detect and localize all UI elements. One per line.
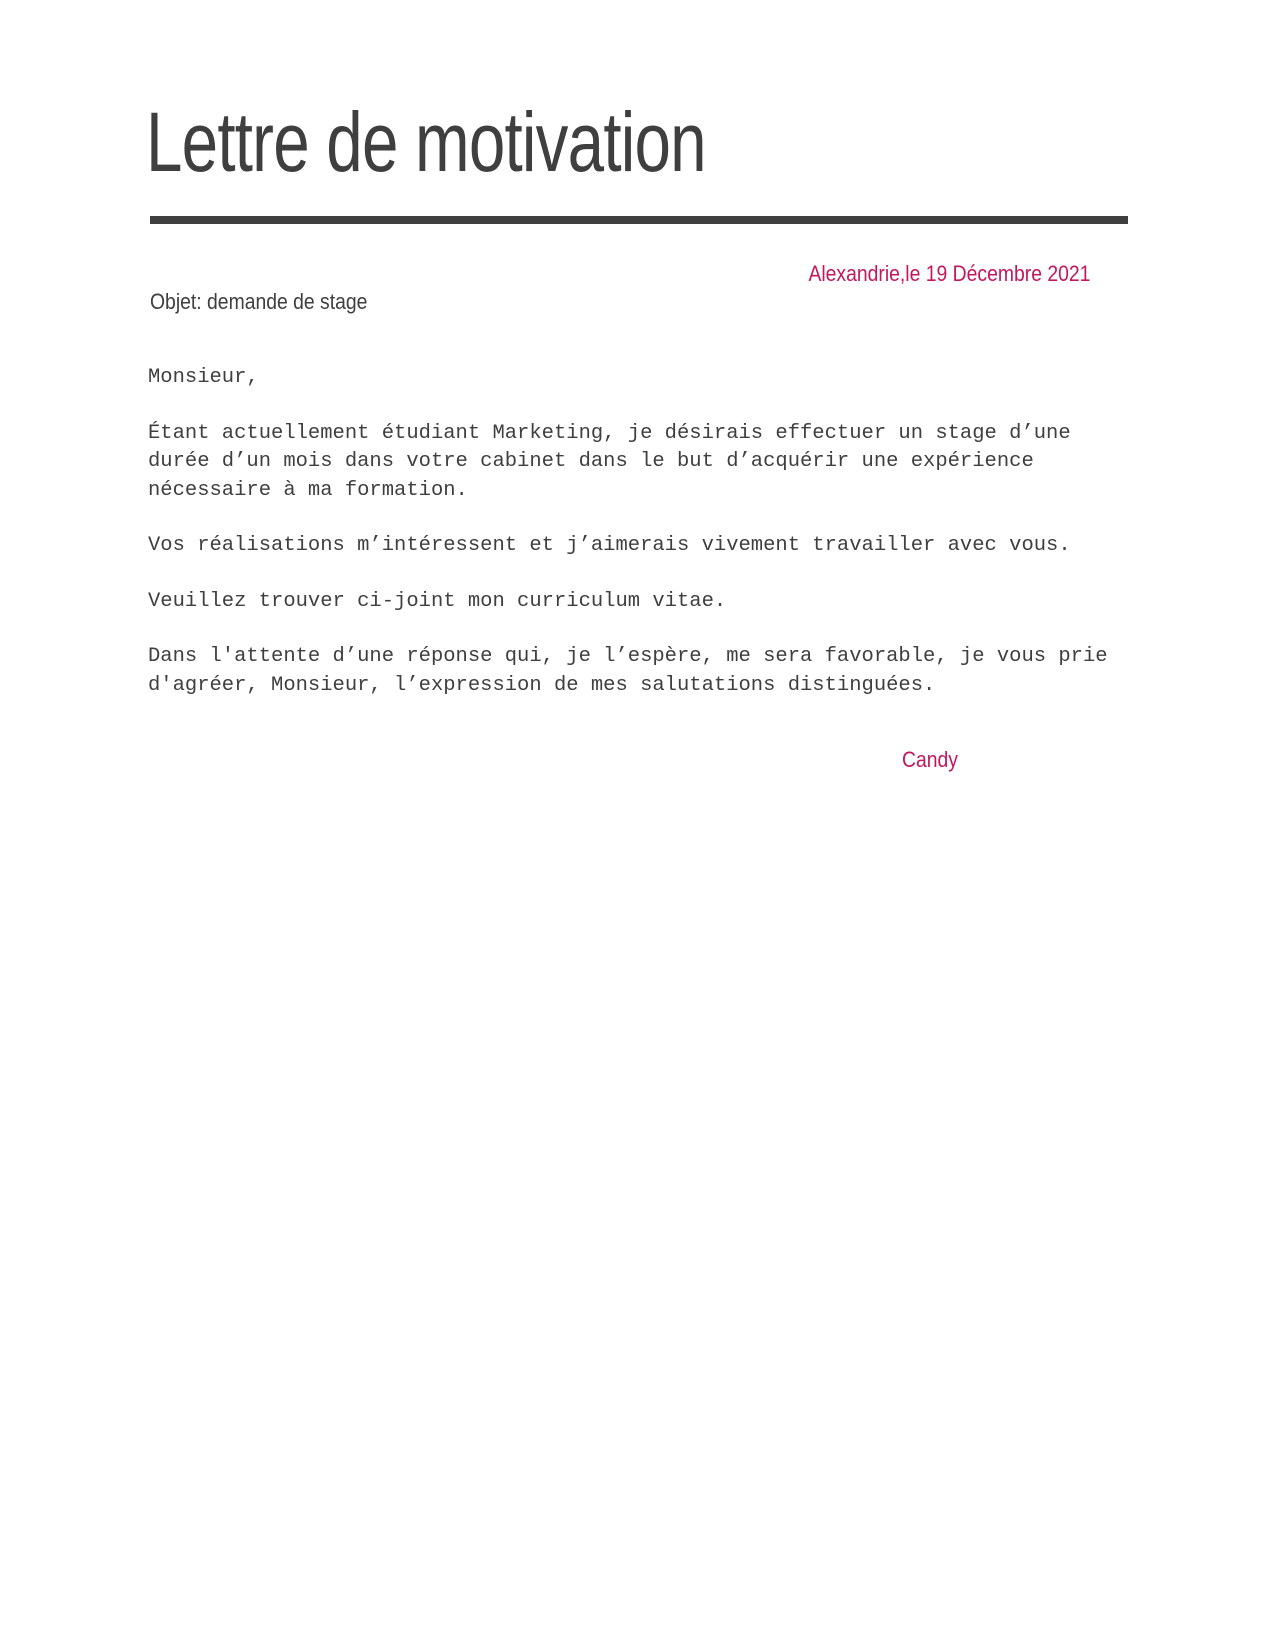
- body-paragraph-interest: Vos réalisations m’intéressent et j’aimerais vivement travailler avec vous.: [148, 534, 1071, 557]
- subject-line: Objet: demande de stage: [150, 289, 368, 314]
- letter-body: [148, 364, 1138, 727]
- date-line: Alexandrie,le 19 Décembre 2021: [808, 261, 1090, 286]
- title-divider: [150, 216, 1128, 224]
- letter-title: Lettre de motivation: [146, 95, 706, 189]
- salutation: Monsieur,: [148, 366, 259, 389]
- body-paragraph-cv: Veuillez trouver ci-joint mon curriculum vitae.: [148, 589, 727, 613]
- signature: Candy: [902, 747, 958, 772]
- body-paragraph-closing: Dans l'attente d’une réponse qui, je l’espère, me sera favorable, je vous prie d'agréer, Monsieur, l’expression de mes salutations distinguées.: [148, 645, 1108, 697]
- body-paragraph-intro: Étant actuellement étudiant Marketing, je désirais effectuer un stage d’une durée d’un mois dans votre cabinet dans le but d’acquérir une expérience nécessaire à ma formation.: [148, 421, 1071, 502]
